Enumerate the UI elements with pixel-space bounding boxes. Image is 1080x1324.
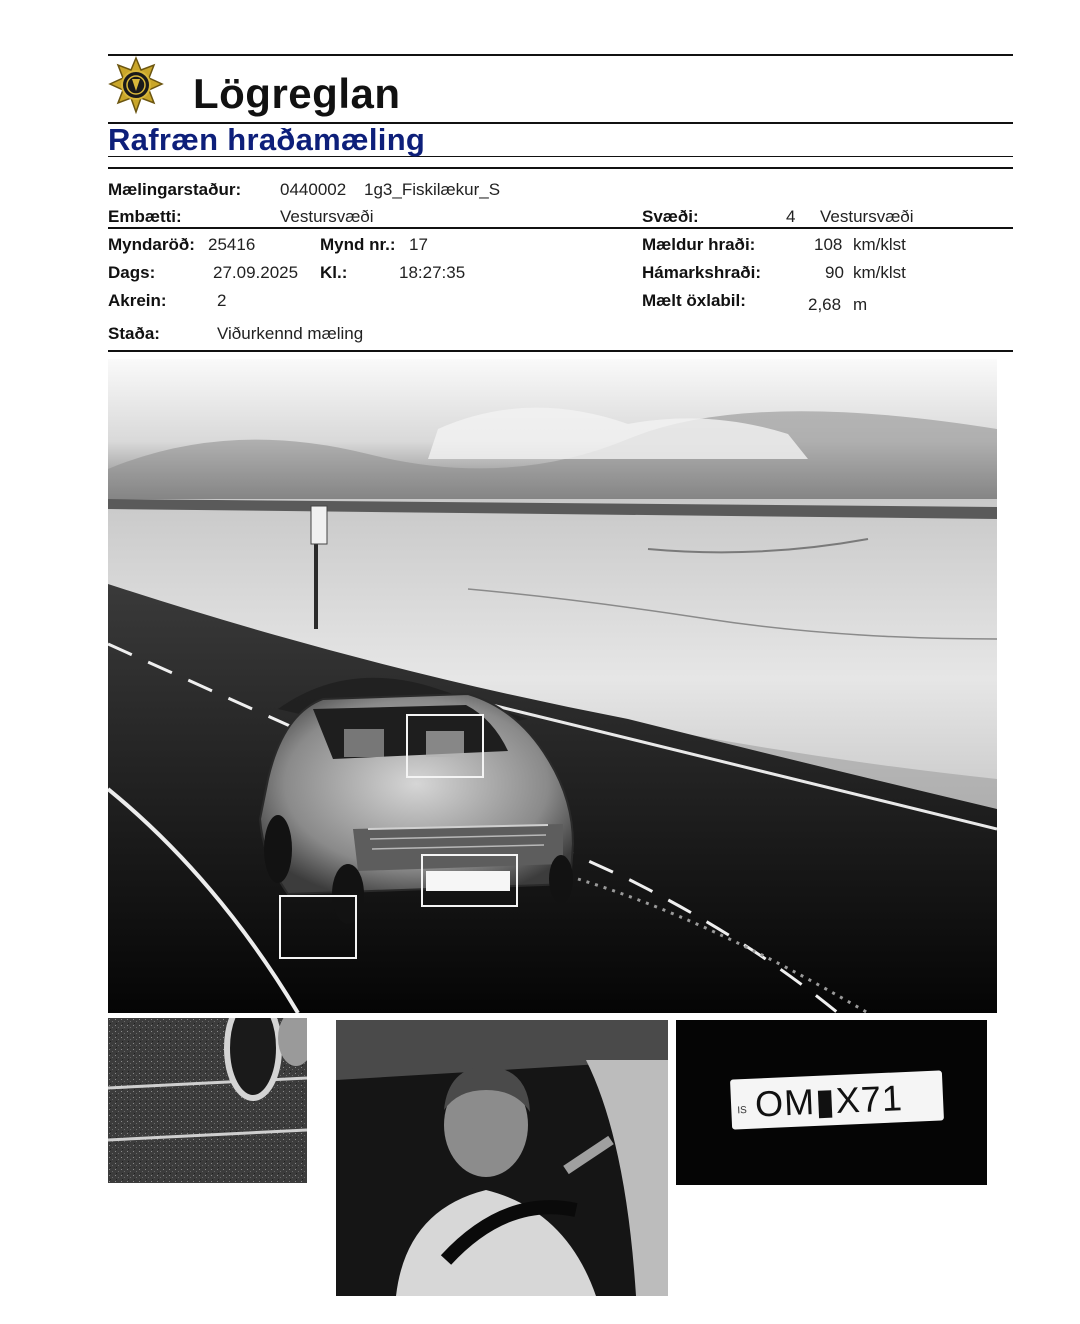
zone-name: Vestursvæði	[820, 207, 914, 226]
date-value: 27.09.2025	[213, 263, 299, 282]
main-camera-photo	[108, 359, 997, 1013]
max-speed-value: 90	[825, 263, 844, 282]
series-label: Myndaröð:	[108, 235, 195, 254]
office-label: Embætti:	[108, 207, 182, 226]
time-value: 18:27:35	[399, 263, 466, 282]
series-value: 25416	[208, 235, 256, 254]
fields-bottom-rule	[108, 350, 1013, 352]
lane-value: 2	[217, 291, 227, 310]
wheel-detection-box	[279, 895, 357, 959]
license-plate	[730, 1070, 944, 1129]
license-plate-crop-photo	[676, 1020, 987, 1185]
driver-crop-photo	[336, 1020, 668, 1296]
date-label: Dags:	[108, 263, 156, 282]
location-label: Mælingarstaður:	[108, 180, 242, 199]
document-title: Rafræn hraðamæling	[108, 122, 426, 157]
image-no-value: 17	[409, 235, 428, 254]
axle-unit: m	[853, 295, 868, 314]
max-speed-label: Hámarkshraði:	[642, 263, 762, 282]
title-rule-2	[108, 167, 1013, 169]
zone-label: Svæði:	[642, 207, 699, 226]
time-label: Kl.:	[320, 263, 348, 282]
driver-detection-box	[406, 714, 484, 778]
location-code: 0440002	[280, 180, 347, 199]
lane-label: Akrein:	[108, 291, 167, 310]
location-name: 1g3_Fiskilækur_S	[364, 180, 501, 199]
measured-speed-label: Mældur hraði:	[642, 235, 756, 254]
image-no-label: Mynd nr.:	[320, 235, 396, 254]
fields-rule	[108, 227, 1013, 229]
axle-value: 2,68	[808, 295, 842, 314]
top-rule	[108, 54, 1013, 56]
police-badge-icon	[108, 56, 164, 120]
measured-speed-value: 108	[814, 235, 843, 254]
status-value: Viðurkennd mæling	[217, 324, 364, 343]
plate-number: OM▮X71	[754, 1077, 904, 1125]
wheel-crop-photo	[108, 1018, 307, 1183]
measured-speed-unit: km/klst	[853, 235, 906, 254]
status-label: Staða:	[108, 324, 160, 343]
office-value: Vestursvæði	[280, 207, 374, 226]
plate-country-code: IS	[737, 1104, 748, 1117]
zone-number: 4	[786, 207, 796, 226]
agency-name: Lögreglan	[193, 70, 401, 117]
max-speed-unit: km/klst	[853, 263, 906, 282]
axle-label: Mælt öxlabil:	[642, 291, 746, 310]
plate-detection-box	[421, 854, 518, 907]
